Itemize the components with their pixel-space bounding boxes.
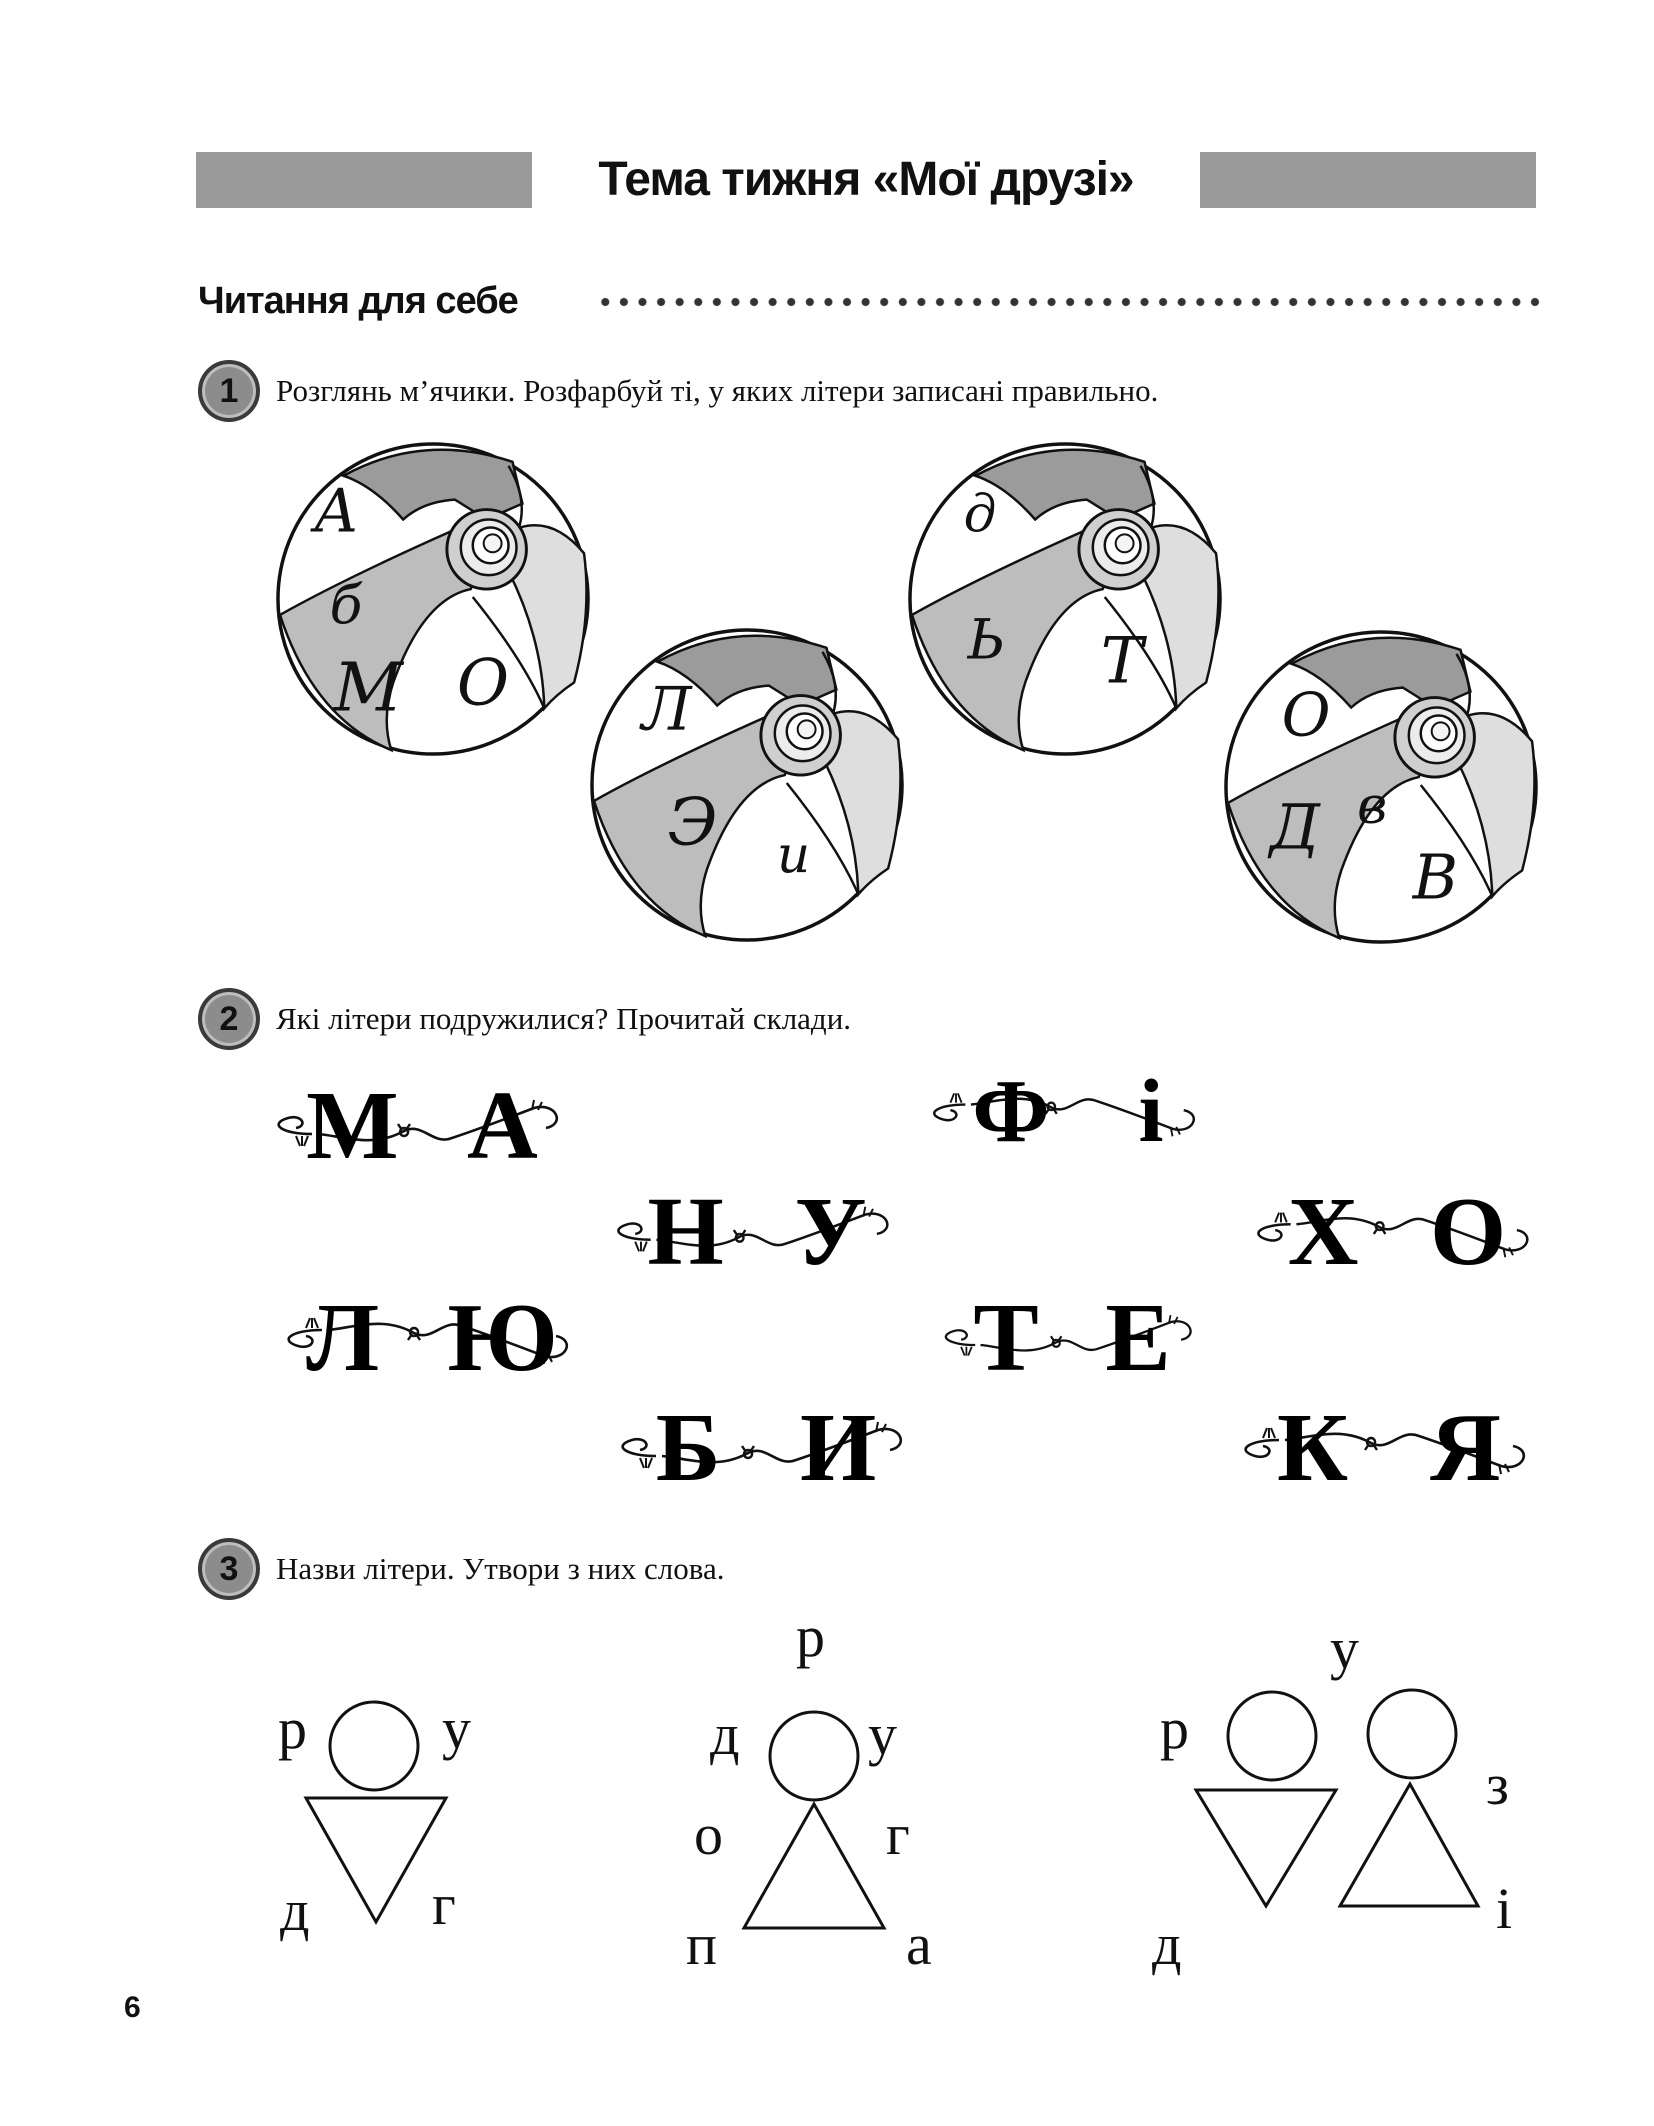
figure-3-letter-2: р [1160, 1696, 1189, 1761]
figure-2-letter-7: а [906, 1912, 932, 1977]
task-1-badge: 1 [198, 360, 260, 422]
task-3-badge: 3 [198, 1538, 260, 1600]
figure-1-letter-3: д [280, 1878, 310, 1943]
syllable-3-left: Н [647, 1178, 724, 1286]
ball-4-letter-4: В [1412, 841, 1459, 914]
figure-3-letter-1: у [1330, 1616, 1359, 1681]
syllable-3-right: У [794, 1178, 867, 1286]
syllable-pair-8[interactable] [1236, 1396, 1542, 1500]
figure-2-letter-5: г [886, 1802, 910, 1867]
ball-3-letter-2: Ь [967, 607, 1006, 673]
syllable-1-right: А [467, 1072, 538, 1180]
figure-2-letter-3: у [868, 1702, 897, 1767]
figure-2-letter-2: д [710, 1702, 740, 1767]
ball-4-graphic [1222, 628, 1540, 946]
ball-2-letter-1: Л [641, 675, 692, 745]
syllable-pair-3[interactable] [612, 1180, 902, 1284]
section-dotted-rule [596, 296, 1542, 308]
syllable-pair-1[interactable] [272, 1074, 572, 1178]
figure-2-letter-6: п [686, 1912, 718, 1977]
task-2-badge: 2 [198, 988, 260, 1050]
ball-1-letter-2: б [329, 572, 363, 636]
ball-1[interactable] [274, 440, 592, 758]
ball-2-letter-2: Э [667, 784, 718, 861]
figure-2-letter-4: о [694, 1802, 723, 1867]
syllable-7-right: И [800, 1394, 877, 1502]
syllable-8-right: Я [1430, 1394, 1501, 1502]
syllable-4-left: Х [1287, 1178, 1359, 1286]
ball-1-letter-4: О [456, 645, 509, 720]
syllable-6-right: Е [1105, 1284, 1171, 1392]
task-3-instruction: Назви літери. Утвори з них слова. [276, 1551, 725, 1586]
header-band-left [196, 152, 532, 208]
figure-1-letter-4: г [432, 1872, 456, 1937]
syllable-pair-4[interactable] [1252, 1180, 1542, 1284]
page-number: 6 [124, 1991, 141, 2024]
ball-4-letter-1: О [1281, 681, 1331, 751]
syllable-4-right: О [1430, 1178, 1507, 1286]
syllable-pair-6[interactable] [940, 1286, 1204, 1390]
ball-3-graphic [906, 440, 1224, 758]
syllable-2-left: Ф [972, 1062, 1050, 1161]
figure-3-letter-3: з [1486, 1752, 1509, 1817]
syllable-pair-2[interactable] [928, 1060, 1208, 1164]
ball-4-letter-2: Д [1269, 791, 1320, 864]
ball-3[interactable] [906, 440, 1224, 758]
syllable-pair-7[interactable] [616, 1396, 916, 1500]
header-band-right [1200, 152, 1536, 208]
ball-2[interactable] [588, 626, 906, 944]
task-1-instruction: Розглянь м’ячики. Розфарбуй ті, у яких літери записані правильно. [276, 373, 1159, 408]
ball-2-graphic [588, 626, 906, 944]
syllable-5-left: Л [306, 1284, 380, 1392]
ball-1-letter-3: М [333, 647, 403, 727]
ball-1-graphic [274, 440, 592, 758]
syllable-7-left: Б [655, 1394, 721, 1502]
syllable-5-right: Ю [447, 1284, 558, 1392]
ball-1-letter-1: А [313, 477, 359, 547]
section-heading: Читання для себе [198, 280, 518, 322]
figure-1-letter-2: у [442, 1696, 471, 1761]
syllable-6-left: Т [973, 1284, 1039, 1392]
ball-2-letter-3: и [776, 825, 811, 886]
syllable-2-right: і [1138, 1062, 1164, 1161]
syllable-8-left: К [1277, 1394, 1349, 1502]
figure-3-letter-5: і [1496, 1876, 1513, 1941]
ball-4[interactable] [1222, 628, 1540, 946]
syllable-1-left: М [306, 1072, 399, 1180]
ball-3-letter-3: Т [1100, 623, 1144, 698]
figure-3-shapes [1188, 1688, 1488, 1918]
task-2-instruction: Які літери подружилися? Прочитай склади. [276, 1001, 852, 1036]
syllable-pair-5[interactable] [272, 1286, 592, 1390]
figure-3-letter-4: д [1152, 1912, 1182, 1977]
figure-2-letter-1: р [796, 1604, 825, 1669]
page-title: Тема тижня «Мої друзі» [598, 153, 1134, 206]
ball-3-letter-1: д [963, 484, 997, 545]
ball-4-letter-3: в [1357, 775, 1388, 836]
figure-1-letter-1: р [278, 1696, 307, 1761]
